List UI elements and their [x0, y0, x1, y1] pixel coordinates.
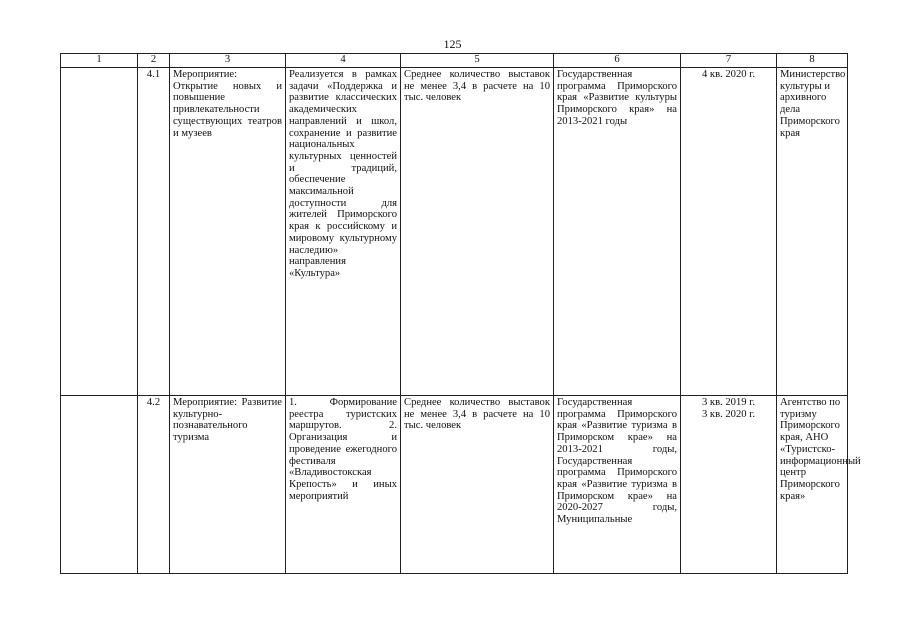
header-row [61, 54, 848, 68]
cell-measure: Мероприятие: Открытие новых и повышение привлекательности существующих театров и музеев [170, 68, 286, 396]
header-cell: 2 [138, 54, 170, 68]
deadline-line: 4 кв. 2020 г. [701, 69, 756, 80]
header-cell: 8 [777, 54, 848, 68]
cell-indicator: Среднее количество выставок не менее 3,4 в расчете на 10 тыс. человек [401, 68, 554, 396]
header-cell: 4 [286, 54, 401, 68]
cell-indicator: Среднее количество выставок не менее 3,4 в расчете на 10 тыс. человек [401, 396, 554, 574]
cell-col1 [61, 396, 138, 574]
cell-responsible: Агентство по туризму Приморского края, АНО «Туристско-информационный центр Приморского края» [777, 396, 848, 574]
cell-program: Государственная программа Приморского края «Развитие туризма в Приморском крае» на 2013-2021 годы, Государственная программа Приморского края «Развитие туризма в Приморском крае» на 2020-2027 годы, Муниципальные [554, 396, 681, 574]
header-cell: 7 [681, 54, 777, 68]
cell-description: Реализуется в рамках задачи «Поддержка и развитие классических академических направлений и школ, сохранение и развитие национальных культурных ценностей и традиций, обеспечение максимальной доступности для жителей Приморского края к российскому и мировому культурному наследию» направления «Культура» [286, 68, 401, 396]
table-row [61, 68, 848, 396]
header-cell: 5 [401, 54, 554, 68]
deadline-line: 3 кв. 2019 г. [701, 397, 756, 408]
cell-measure: Мероприятие: Развитие культурно-познавательного туризма [170, 396, 286, 574]
cell-description: 1. Формирование реестра туристских маршрутов. 2. Организация и проведение ежегодного фестиваля «Владивостокская Крепость» и иных мероприятий [286, 396, 401, 574]
cell-item-number: 4.1 [138, 68, 170, 396]
header-cell: 6 [554, 54, 681, 68]
header-cell: 1 [61, 54, 138, 68]
header-cell: 3 [170, 54, 286, 68]
table-row [61, 396, 848, 574]
cell-program: Государственная программа Приморского края «Развитие культуры Приморского края» на 2013-2021 годы [554, 68, 681, 396]
measures-table [60, 53, 861, 574]
cell-deadline [681, 68, 777, 396]
cell-deadline [681, 396, 777, 574]
cell-col1 [61, 68, 138, 396]
page-number: 125 [443, 37, 462, 51]
cell-item-number: 4.2 [138, 396, 170, 574]
deadline-line: 3 кв. 2020 г. [701, 408, 756, 420]
cell-responsible: Министерство культуры и архивного дела Приморского края [777, 68, 848, 396]
